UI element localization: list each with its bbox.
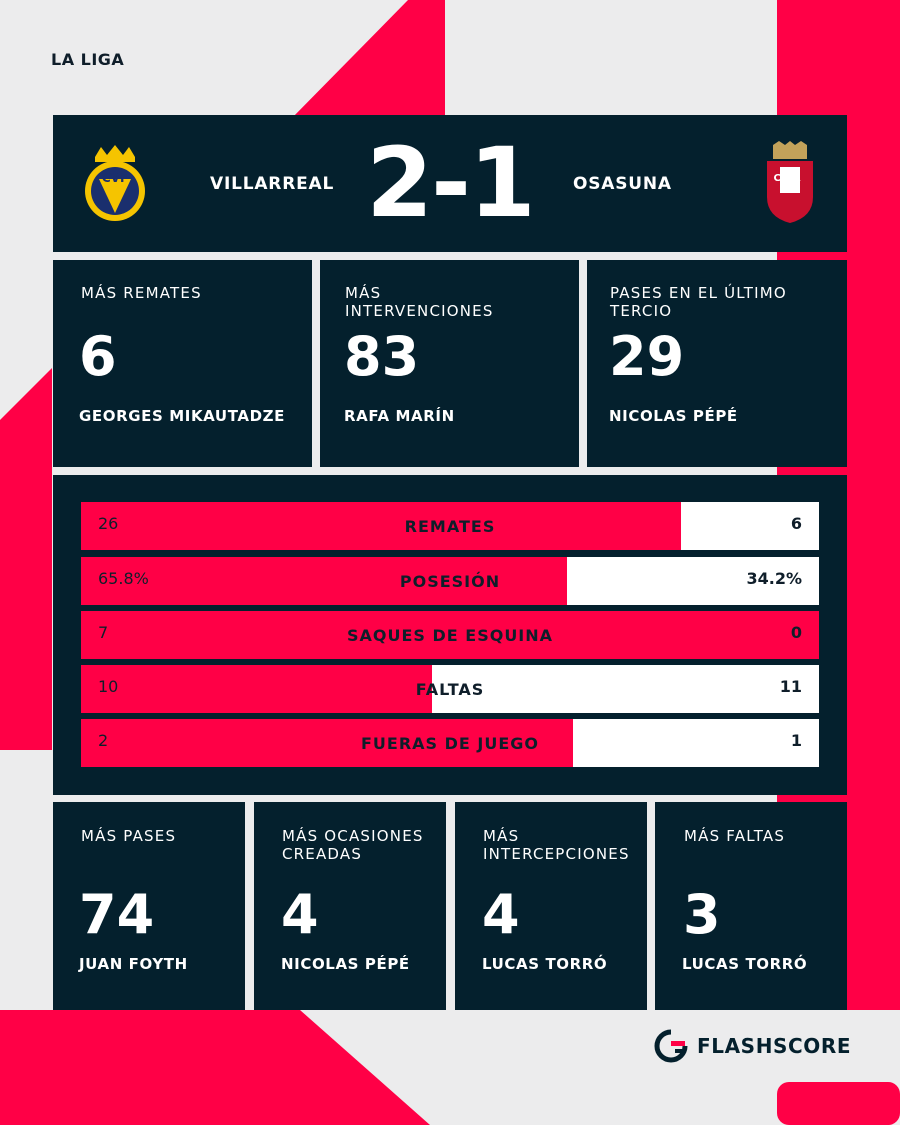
stat-row-fouls: [81, 665, 819, 713]
card-value: 29: [609, 325, 685, 388]
league-title: LA LIGA: [51, 50, 125, 69]
home-team-name: VILLARREAL: [210, 174, 335, 194]
away-crest-text: CA: [773, 173, 813, 184]
stat-away-value: 6: [790, 514, 802, 533]
top-card-shots: [53, 260, 312, 467]
stat-label: REMATES: [404, 517, 496, 536]
top-card-final-third-passes: [587, 260, 847, 467]
card-value: 74: [79, 883, 155, 946]
stat-home-value: 7: [98, 623, 109, 642]
card-title: MÁS FALTAS: [684, 827, 786, 845]
stat-label: FALTAS: [415, 680, 485, 699]
home-crest-text: CVF: [101, 171, 129, 185]
card-value: 83: [344, 325, 420, 388]
stat-row-offsides: [81, 719, 819, 767]
card-player: NICOLAS PÉPÉ: [281, 955, 410, 973]
brand-name: FLASHSCORE: [697, 1034, 852, 1058]
card-value: 4: [281, 883, 319, 946]
stat-home-value: 2: [98, 731, 109, 750]
card-title: MÁS OCASIONES CREADAS: [282, 827, 424, 863]
stat-label: POSESIÓN: [399, 572, 501, 591]
card-value: 4: [482, 883, 520, 946]
card-player: NICOLAS PÉPÉ: [609, 407, 738, 425]
card-player: RAFA MARÍN: [344, 407, 455, 425]
score-header: [53, 115, 847, 252]
stat-home-value: 65.8%: [98, 569, 149, 588]
card-player: GEORGES MIKAUTADZE: [79, 407, 285, 425]
stat-row-shots: [81, 502, 819, 550]
stat-home-value: 26: [98, 514, 119, 533]
stat-away-value: 34.2%: [746, 569, 802, 588]
flashscore-logo-icon: [654, 1029, 688, 1063]
stat-label: SAQUES DE ESQUINA: [346, 626, 554, 645]
stat-label: FUERAS DE JUEGO: [360, 734, 540, 753]
card-player: LUCAS TORRÓ: [482, 955, 608, 973]
bottom-card-interceptions: [455, 802, 647, 1010]
stat-away-value: 11: [779, 677, 802, 696]
stat-home-value: 10: [98, 677, 119, 696]
card-player: LUCAS TORRÓ: [682, 955, 808, 973]
stat-away-value: 1: [790, 731, 802, 750]
card-title: MÁS PASES: [81, 827, 177, 845]
stat-row-corners: [81, 611, 819, 659]
card-title: PASES EN EL ÚLTIMO TERCIO: [610, 284, 787, 320]
card-value: 6: [79, 325, 117, 388]
card-title: MÁS INTERCEPCIONES: [483, 827, 630, 863]
bottom-card-passes: [53, 802, 245, 1010]
card-title: MÁS INTERVENCIONES: [345, 284, 494, 320]
match-score: 2-1: [366, 127, 534, 239]
card-title: MÁS REMATES: [81, 284, 202, 302]
card-player: JUAN FOYTH: [79, 955, 188, 973]
stat-row-possession: [81, 557, 819, 605]
card-value: 3: [683, 883, 721, 946]
bottom-card-fouls: [655, 802, 847, 1010]
away-team-name: OSASUNA: [573, 174, 672, 194]
bottom-card-chances-created: [254, 802, 446, 1010]
top-card-saves: [320, 260, 579, 467]
stat-away-value: 0: [790, 623, 802, 642]
